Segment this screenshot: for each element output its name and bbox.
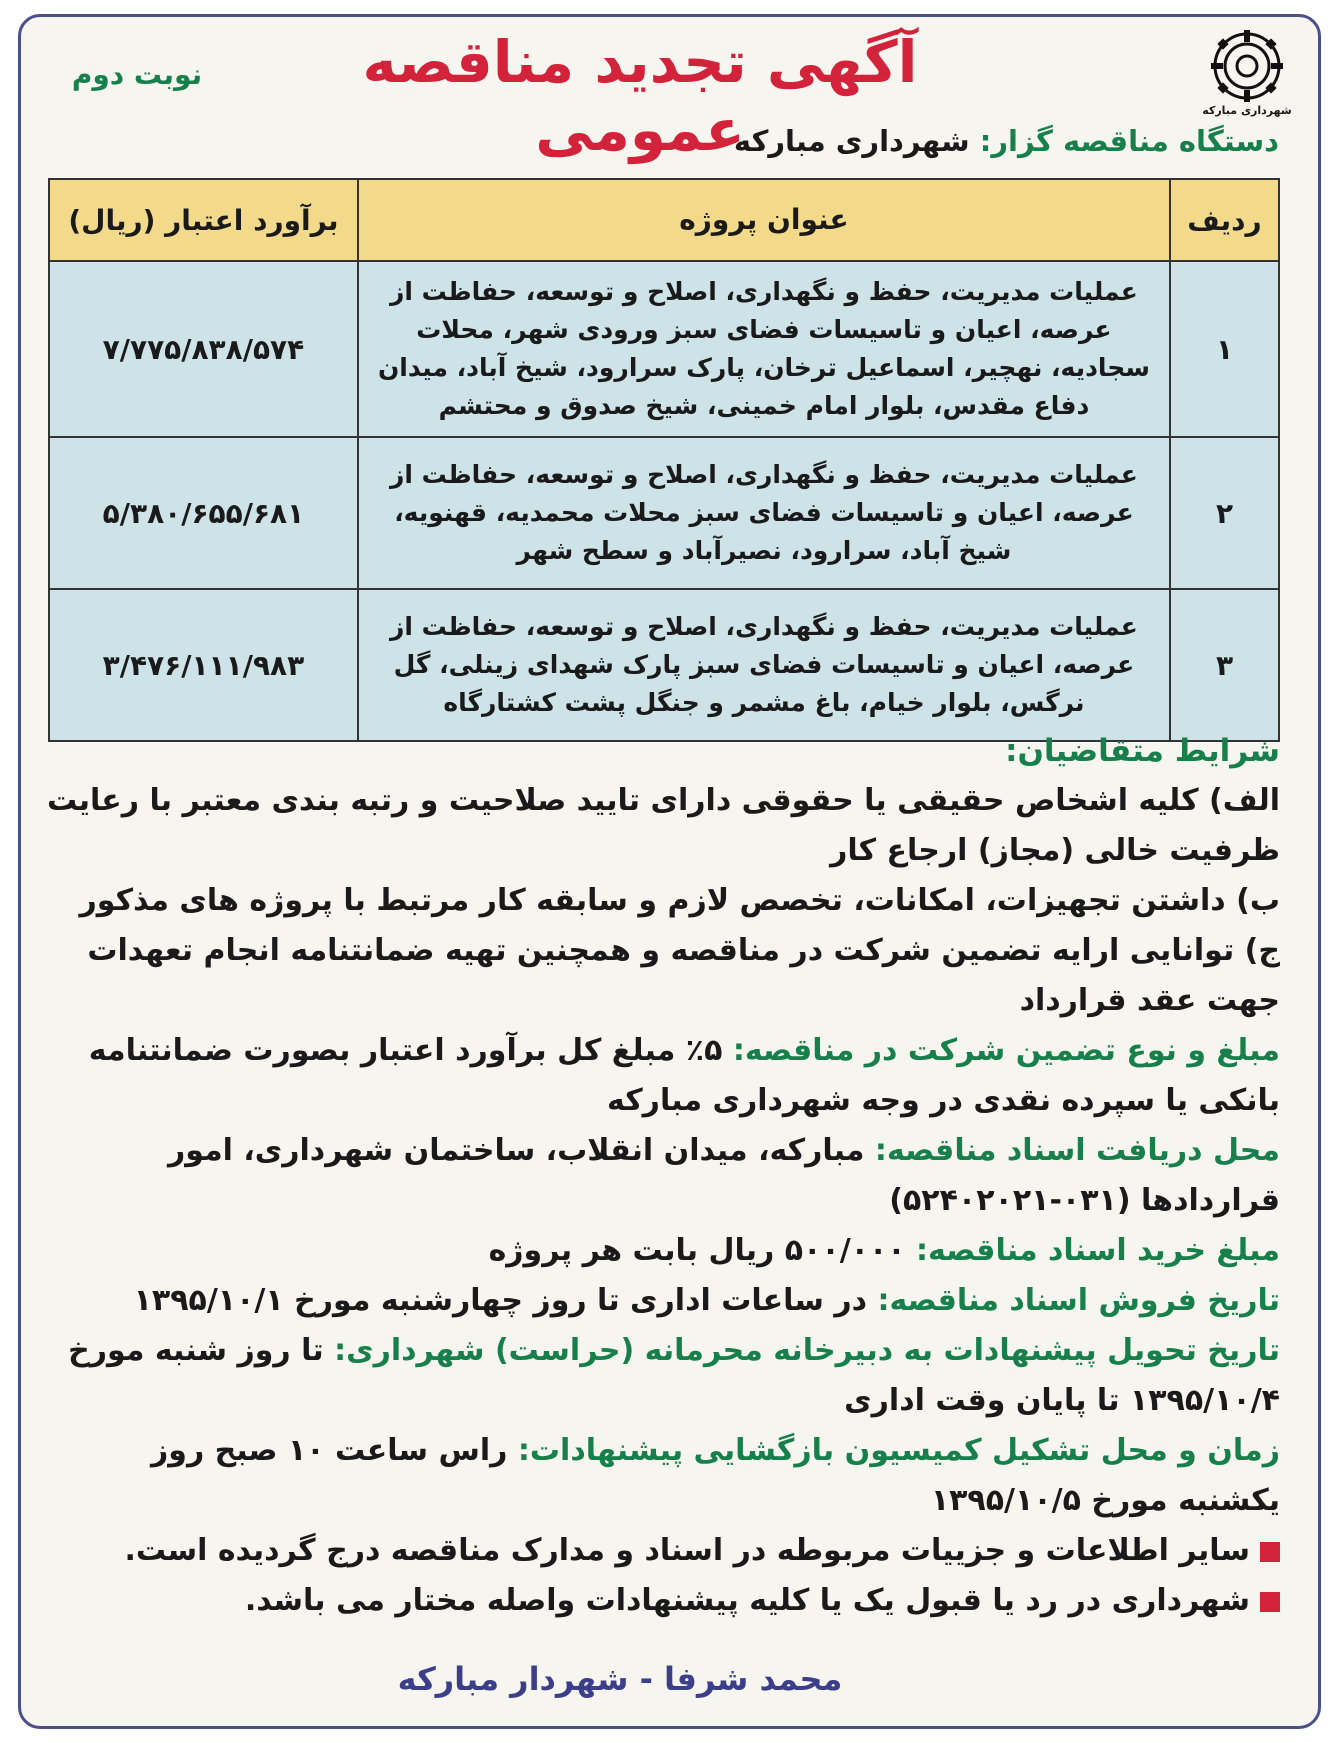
delivery-line [44, 1326, 1280, 1426]
condition-c: ج) توانایی ارایه تضمین شرکت در مناقصه و همچنین تهیه ضمانتنامه انجام تعهدات جهت عقد قرارداد [87, 933, 1280, 1018]
round-label: نوبت دوم [71, 58, 203, 91]
header-index: ردیف [1170, 179, 1279, 261]
row-index: ۳ [1170, 589, 1279, 741]
row-index: ۱ [1170, 261, 1279, 437]
docs-place-label: محل دریافت اسناد مناقصه: [874, 1133, 1280, 1168]
note-item [44, 1526, 1280, 1576]
guarantee-line [44, 1026, 1280, 1126]
condition-a: الف) کلیه اشخاص حقیقی یا حقوقی دارای تایید صلاحیت و رتبه بندی معتبر با رعایت ظرفیت خالی (مجاز) ارجاع کار [46, 783, 1280, 868]
square-bullet-icon [1260, 1542, 1280, 1562]
organizer-value: شهرداری مبارکه [733, 124, 970, 158]
row-title: عملیات مدیریت، حفظ و نگهداری، اصلاح و توسعه، حفاظت از عرصه، اعیان و تاسیسات فضای سبز پارک شهدای زینلی، گل نرگس، بلوار خیام، باغ مشمر و جنگل پشت کشتارگاه [358, 589, 1170, 741]
sale-date-value: در ساعات اداری تا روز چهارشنبه مورخ ۱۳۹۵/۱۰/۱ [133, 1283, 867, 1318]
row-budget: ۳/۴۷۶/۱۱۱/۹۸۳ [49, 589, 358, 741]
table-header-row [49, 179, 1279, 261]
note-text: سایر اطلاعات و جزییات مربوطه در اسناد و مدارک مناقصه درج گردیده است. [124, 1533, 1250, 1568]
header-budget: برآورد اعتبار (ریال) [49, 179, 358, 261]
opening-value: راس ساعت ۱۰ صبح روز یکشنبه مورخ ۱۳۹۵/۱۰/۵ [151, 1433, 1280, 1518]
row-budget: ۵/۳۸۰/۶۵۵/۶۸۱ [49, 437, 358, 589]
organizer-line [379, 124, 1279, 158]
opening-line [44, 1426, 1280, 1526]
docs-place-line [44, 1126, 1280, 1226]
guarantee-label: مبلغ و نوع تضمین شرکت در مناقصه: [732, 1033, 1280, 1068]
delivery-value: تا روز شنبه مورخ ۱۳۹۵/۱۰/۴ تا پایان وقت اداری [68, 1333, 1280, 1418]
conditions-heading: شرایط متقاضیان: [1005, 733, 1280, 769]
table-row [49, 437, 1279, 589]
row-index: ۲ [1170, 437, 1279, 589]
docs-price-label: مبلغ خرید اسناد مناقصه: [916, 1233, 1280, 1268]
guarantee-value: ۵٪ مبلغ کل برآورد اعتبار بصورت ضمانتنامه بانکی یا سپرده نقدی در وجه شهرداری مبارکه [88, 1033, 1280, 1118]
docs-price-value: ۵۰۰/۰۰۰ ریال بابت هر پروژه [488, 1233, 906, 1268]
projects-table [48, 178, 1280, 742]
table-row [49, 261, 1279, 437]
sale-date-label: تاریخ فروش اسناد مناقصه: [877, 1283, 1280, 1318]
square-bullet-icon [1260, 1592, 1280, 1612]
row-title: عملیات مدیریت، حفظ و نگهداری، اصلاح و توسعه، حفاظت از عرصه، اعیان و تاسیسات فضای سبز محلات محمدیه، قهنویه، شیخ آباد، سرارود، نصیرآباد و سطح شهر [358, 437, 1170, 589]
table-row [49, 589, 1279, 741]
delivery-label: تاریخ تحویل پیشنهادات به دبیرخانه محرمانه (حراست) شهرداری: [334, 1333, 1280, 1368]
row-budget: ۷/۷۷۵/۸۳۸/۵۷۴ [49, 261, 358, 437]
opening-label: زمان و محل تشکیل کمیسیون بازگشایی پیشنهادات: [517, 1433, 1280, 1468]
docs-price-line [44, 1226, 1280, 1276]
header-title: عنوان پروژه [358, 179, 1170, 261]
organizer-label: دستگاه مناقصه گزار: [979, 124, 1279, 158]
note-item [44, 1576, 1280, 1626]
sale-date-line [44, 1276, 1280, 1326]
municipality-logo-icon [1199, 26, 1295, 112]
condition-b: ب) داشتن تجهیزات، امکانات، تخصص لازم و سابقه کار مرتبط با پروژه های مذکور [79, 883, 1280, 918]
docs-place-value: مبارکه، میدان انقلاب، ساختمان شهرداری، امور قراردادها (۰۳۱-۵۲۴۰۲۰۲۱) [167, 1133, 1280, 1218]
notice-title: آگهی تجدید مناقصه عمومی [362, 28, 918, 164]
notice-body [44, 726, 1280, 1626]
logo-caption: شهرداری مبارکه [1202, 104, 1292, 117]
row-title: عملیات مدیریت، حفظ و نگهداری، اصلاح و توسعه، حفاظت از عرصه، اعیان و تاسیسات فضای سبز ورودی شهر، محلات سجادیه، نهچیر، اسماعیل ترخان، پارک سرارود، شیخ آباد، میدان دفاع مقدس، بلوار امام خمینی، شیخ صدوق و محتشم [358, 261, 1170, 437]
signature: محمد شرفا - شهردار مبارکه [397, 1660, 843, 1698]
note-text: شهرداری در رد یا قبول یک یا کلیه پیشنهادات واصله مختار می باشد. [244, 1583, 1250, 1618]
